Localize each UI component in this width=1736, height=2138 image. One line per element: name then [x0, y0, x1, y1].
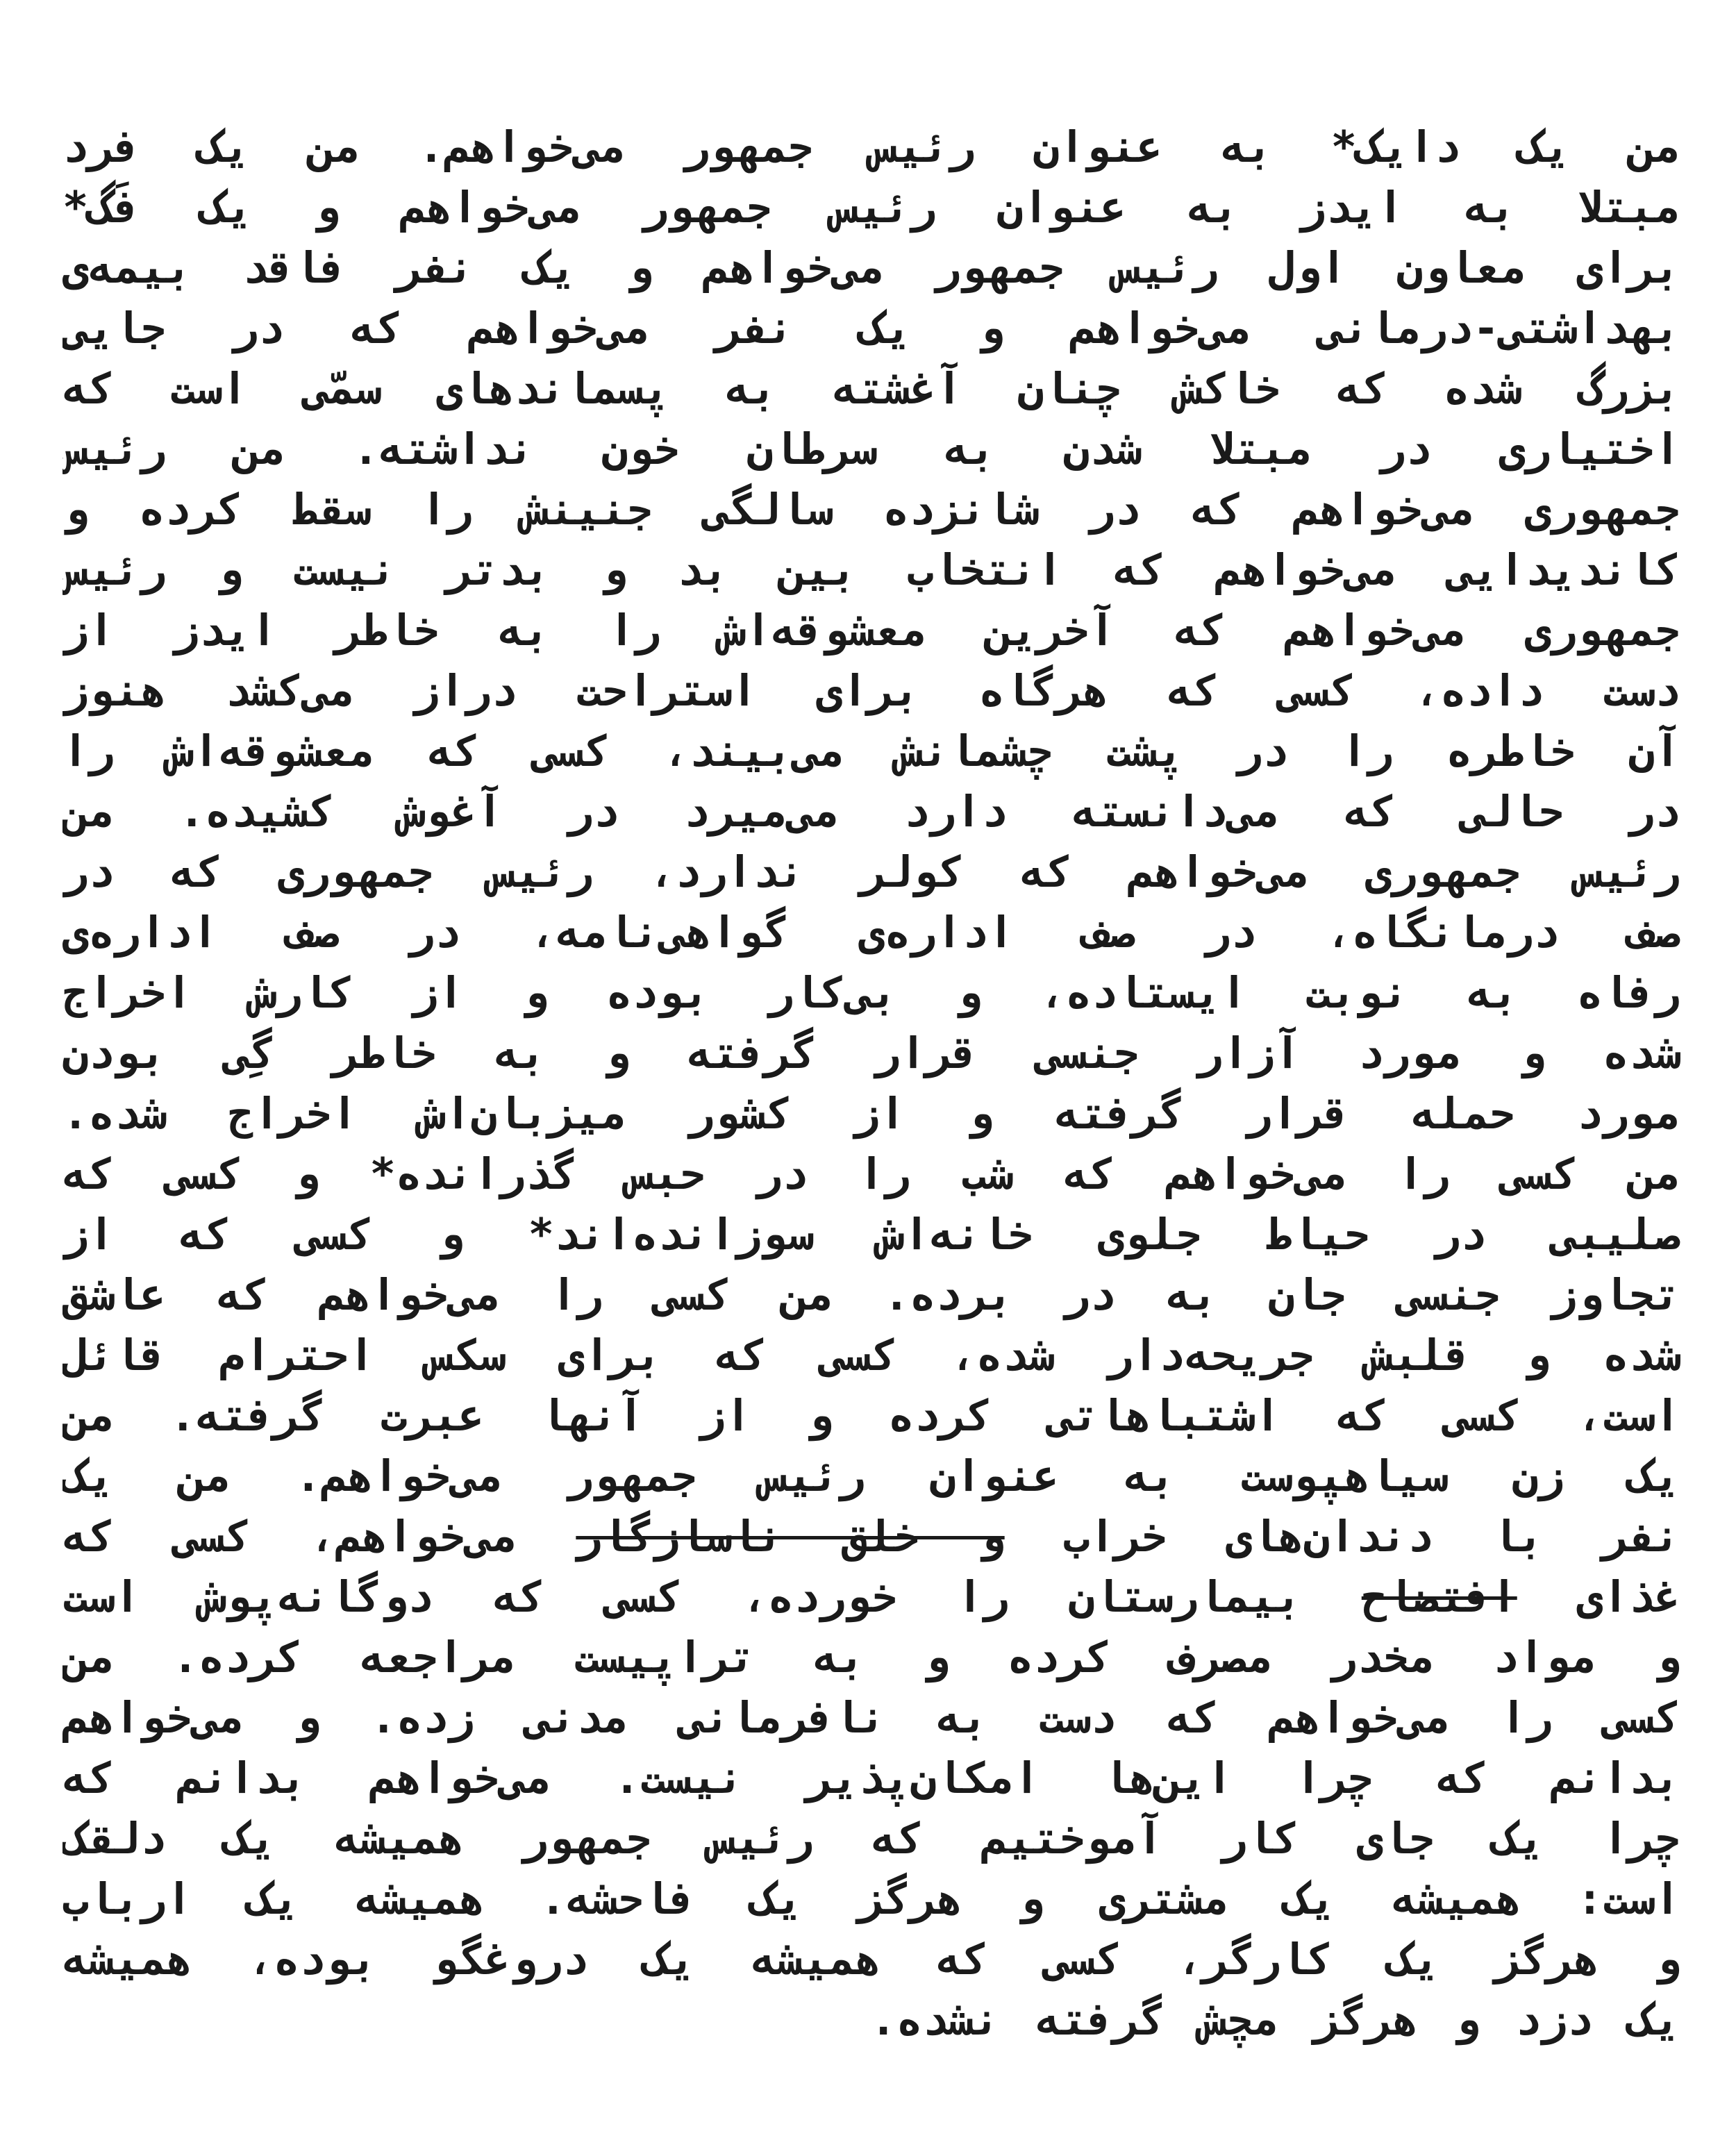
line-25-before: غذای [1517, 1571, 1680, 1622]
text-line-16: شده و مورد آزار جنسی قرار گرفته و به خاطر گِی بودن [62, 1028, 1680, 1078]
poem-text-block [62, 117, 1680, 2050]
text-line-30: است: همیشه یک مشتری و هرگز یک فاحشه. همیشه یک ارباب [62, 1873, 1680, 1924]
text-line-27: کسی را می‌خواهم که دست به نافرمانی مدنی زده. و می‌خواهم [62, 1692, 1680, 1743]
text-line-12: در حالی که می‌دانسته دارد می‌میرد در آغوش کشیده. من [62, 786, 1680, 837]
text-line-5: بزرگ شده که خاکش چنان آغشته به پسماندهای سمّی است که [62, 363, 1680, 414]
text-line-17: مورد حمله قرار گرفته و از کشور میزبان‌اش اخراج شده. [62, 1088, 1680, 1139]
text-line-18: من کسی را می‌خواهم که شب را در حبس گذرانده* و کسی که [62, 1149, 1680, 1199]
text-line-1: من یک دایک* به عنوان رئیس جمهور می‌خواهم. من یک فرد [62, 122, 1680, 172]
text-line-8: کاندیدایی می‌خواهم که انتخاب بین بد و بدتر نیست و رئیس [62, 544, 1680, 595]
text-line-19: صلیبی در حیاط جلوی خانه‌اش سوزانده‌اند* و کسی که از [62, 1209, 1680, 1260]
text-line-2: مبتلا به ایدز به عنوان رئیس جمهور می‌خواهم و یک فَگ* [62, 182, 1680, 233]
text-line-10: دست داده، کسی که هرگاه برای استراحت دراز می‌کشد هنوز [62, 665, 1680, 716]
line-24-after: می‌خواهم، کسی که [62, 1511, 576, 1562]
text-line-22: است، کسی که اشتباهاتی کرده و از آنها عبرت گرفته. من [62, 1390, 1680, 1441]
text-line-4: بهداشتی-درمانی می‌خواهم و یک نفر می‌خواهم که در جایی [62, 303, 1680, 353]
text-line-24 [62, 1506, 1680, 1567]
line-24-before: نفر با دندان‌های خراب [1004, 1511, 1680, 1562]
line-25-after: بیمارستان را خورده، کسی که دوگانه‌پوش است [62, 1571, 1362, 1622]
text-line-7: جمهوری می‌خواهم که در شانزده سالگی جنینش را سقط کرده و [62, 484, 1680, 535]
text-line-13: رئیس جمهوری می‌خواهم که کولر ندارد، رئیس جمهوری که در [62, 846, 1680, 897]
text-line-28: بدانم که چرا این‌ها امکان‌پذیر نیست. می‌خواهم بدانم که [62, 1753, 1680, 1803]
text-line-20: تجاوز جنسی جان به در برده. من کسی را می‌خواهم که عاشق [62, 1269, 1680, 1320]
text-line-29: چرا یک جای کار آموختیم که رئیس جمهور همیشه یک دلقک [62, 1813, 1680, 1864]
text-line-6: اختیاری در مبتلا شدن به سرطان خون نداشته. من رئیس [62, 424, 1680, 474]
text-line-25 [62, 1567, 1680, 1627]
text-line-32: یک دزد و هرگز مچش گرفته نشده. [870, 1994, 1680, 2045]
text-line-15: رفاه به نوبت ایستاده، و بی‌کار بوده و از کارش اخراج [62, 967, 1680, 1018]
text-line-21: شده و قلبش جریحه‌دار شده، کسی که برای سکس احترام قائل [62, 1330, 1680, 1380]
struck-out-phrase: و خلق ناسازگار [576, 1511, 1005, 1562]
text-line-3: برای معاون اول رئیس جمهور می‌خواهم و یک نفر فاقد بیمه‌ی [62, 242, 1680, 293]
text-line-11: آن خاطره را در پشت چشمانش می‌بیند، کسی که معشوقه‌اش را [62, 726, 1680, 776]
text-line-26: و مواد مخدر مصرف کرده و به تراپیست مراجعه کرده. من [62, 1632, 1680, 1682]
text-line-31: و هرگز یک کارگر، کسی که همیشه یک دروغگو بوده، همیشه [62, 1934, 1680, 1985]
struck-out-word: افتضاح [1361, 1571, 1517, 1622]
text-line-9: جمهوری می‌خواهم که آخرین معشوقه‌اش را به خاطر ایدز از [62, 605, 1680, 655]
text-line-14: صف درمانگاه، در صف اداره‌ی گواهی‌نامه، در صف اداره‌ی [62, 907, 1680, 958]
text-line-23: یک زن سیاهپوست به عنوان رئیس جمهور می‌خواهم. من یک [62, 1451, 1680, 1501]
